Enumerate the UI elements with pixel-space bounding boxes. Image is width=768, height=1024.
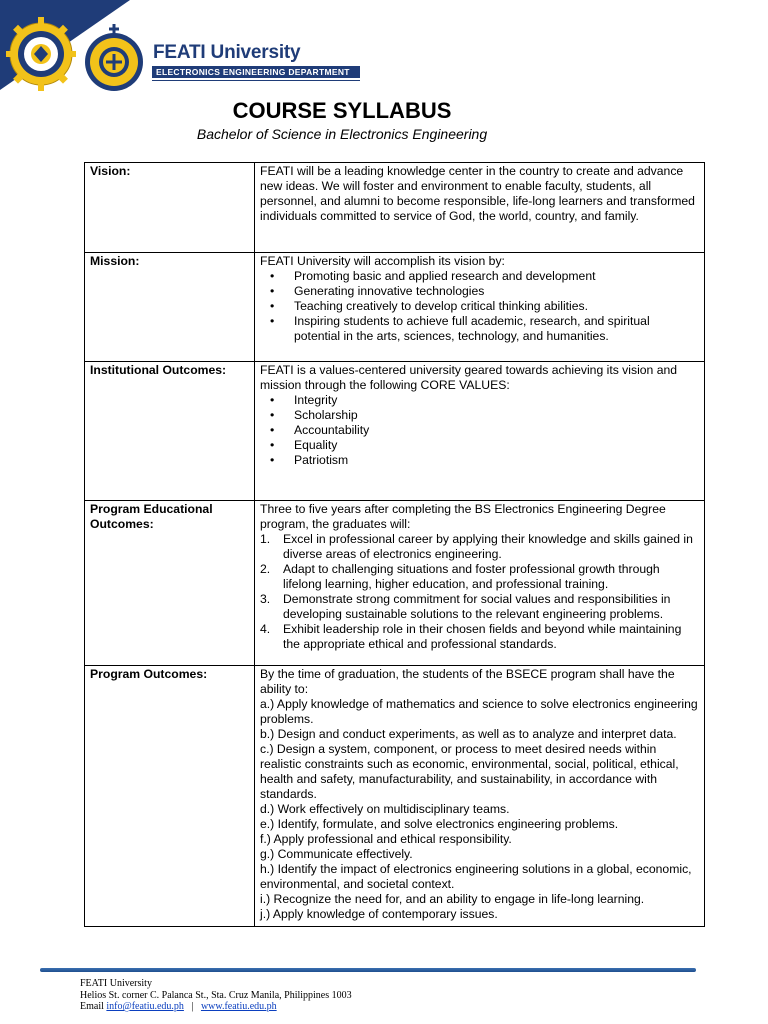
list-item: • Integrity	[270, 393, 699, 408]
peo-list	[260, 532, 699, 652]
program-outcomes-label: Program Outcomes:	[85, 666, 255, 927]
list-item: c.) Design a system, component, or process to meet desired needs within realistic constraints such as economic, environmental, social, political, ethical, health and safety, manufacturability, and sustainability, in accordance with standards.	[260, 742, 679, 801]
footer-email-link[interactable]: info@featiu.edu.ph	[106, 1001, 184, 1012]
footer-name: FEATI University	[80, 978, 152, 989]
list-item: e.) Identify, formulate, and solve electronics engineering problems.	[260, 817, 619, 831]
list-item: 2. Adapt to challenging situations and foster professional growth through lifelong learning, higher education, and professional training.	[260, 562, 660, 591]
program-outcomes-row	[85, 666, 705, 927]
list-item: • Generating innovative technologies	[270, 284, 699, 299]
footer	[80, 978, 352, 1013]
core-values-list	[270, 393, 699, 468]
list-item: i.) Recognize the need for, and an ability to engage in life-long learning.	[260, 892, 645, 906]
syllabus-table	[84, 162, 705, 927]
list-item: f.) Apply professional and ethical responsibility.	[260, 832, 512, 846]
vision-text: FEATI will be a leading knowledge center in the country to create and advance new ideas. We will foster and environment to enable faculty, students, all personnel, and alumni to become responsible, life-long learners and transformed individuals committed to service of God, the world, country, and family.	[255, 163, 705, 253]
program-educational-outcomes-label: Program Educational Outcomes:	[85, 501, 255, 666]
list-item: g.) Communicate effectively.	[260, 847, 413, 861]
institutional-outcomes-label: Institutional Outcomes:	[85, 362, 255, 501]
list-item: a.) Apply knowledge of mathematics and science to solve electronics engineering problems.	[260, 697, 698, 726]
footer-contact	[80, 1001, 352, 1013]
program-educational-outcomes-row	[85, 501, 705, 666]
mission-label: Mission:	[85, 253, 255, 362]
department-underline	[152, 80, 360, 81]
vision-label: Vision:	[85, 163, 255, 253]
list-item: • Inspiring students to achieve full academic, research, and spiritual potential in the arts, sciences, technology, and humanities.	[270, 314, 699, 344]
footer-separator: |	[191, 1001, 194, 1012]
list-item: b.) Design and conduct experiments, as well as to analyze and interpret data.	[260, 727, 677, 741]
mission-row	[85, 253, 705, 362]
department-banner: ELECTRONICS ENGINEERING DEPARTMENT	[152, 66, 360, 78]
institutional-outcomes-row	[85, 362, 705, 501]
list-item: • Patriotism	[270, 453, 699, 468]
list-item: 1. Excel in professional career by applying their knowledge and skills gained in diverse areas of electronics engineering.	[260, 532, 693, 561]
footer-email-label: Email	[80, 1001, 104, 1012]
page-title: COURSE SYLLABUS	[232, 98, 452, 123]
list-item: • Equality	[270, 438, 699, 453]
footer-address: Helios St. corner C. Palanca St., Sta. Cruz Manila, Philippines 1003	[80, 989, 352, 1001]
list-item: h.) Identify the impact of electronics engineering solutions in a global, economic, environmental, and societal context.	[260, 862, 692, 891]
mission-intro: FEATI University will accomplish its vision by:	[260, 254, 505, 268]
vision-row	[85, 163, 705, 253]
department-seal-icon	[82, 22, 146, 94]
list-item: • Scholarship	[270, 408, 699, 423]
mission-list	[270, 269, 699, 344]
university-seal-icon	[6, 12, 76, 92]
list-item: j.) Apply knowledge of contemporary issues.	[260, 907, 498, 921]
list-item: • Promoting basic and applied research and development	[270, 269, 699, 284]
footer-website-link[interactable]: www.featiu.edu.ph	[200, 1001, 277, 1012]
footer-divider	[40, 968, 696, 972]
po-intro: By the time of graduation, the students of the BSECE program shall have the ability to:	[260, 667, 675, 696]
list-item: d.) Work effectively on multidisciplinary teams.	[260, 802, 510, 816]
university-name: FEATI University	[153, 42, 301, 63]
institutional-outcomes-intro: FEATI is a values-centered university geared towards achieving its vision and mission through the following CORE VALUES:	[260, 363, 678, 392]
peo-intro: Three to five years after completing the BS Electronics Engineering Degree program, the graduates will:	[260, 502, 666, 531]
list-item: 4. Exhibit leadership role in their chosen fields and beyond while maintaining the appropriate ethical and professional standards.	[260, 622, 682, 651]
list-item: • Teaching creatively to develop critical thinking abilities.	[270, 299, 699, 314]
list-item: • Accountability	[270, 423, 699, 438]
page-subtitle: Bachelor of Science in Electronics Engineering	[196, 126, 488, 142]
list-item: 3. Demonstrate strong commitment for social values and responsibilities in developing sustainable solutions to the relevant engineering problems.	[260, 592, 671, 621]
